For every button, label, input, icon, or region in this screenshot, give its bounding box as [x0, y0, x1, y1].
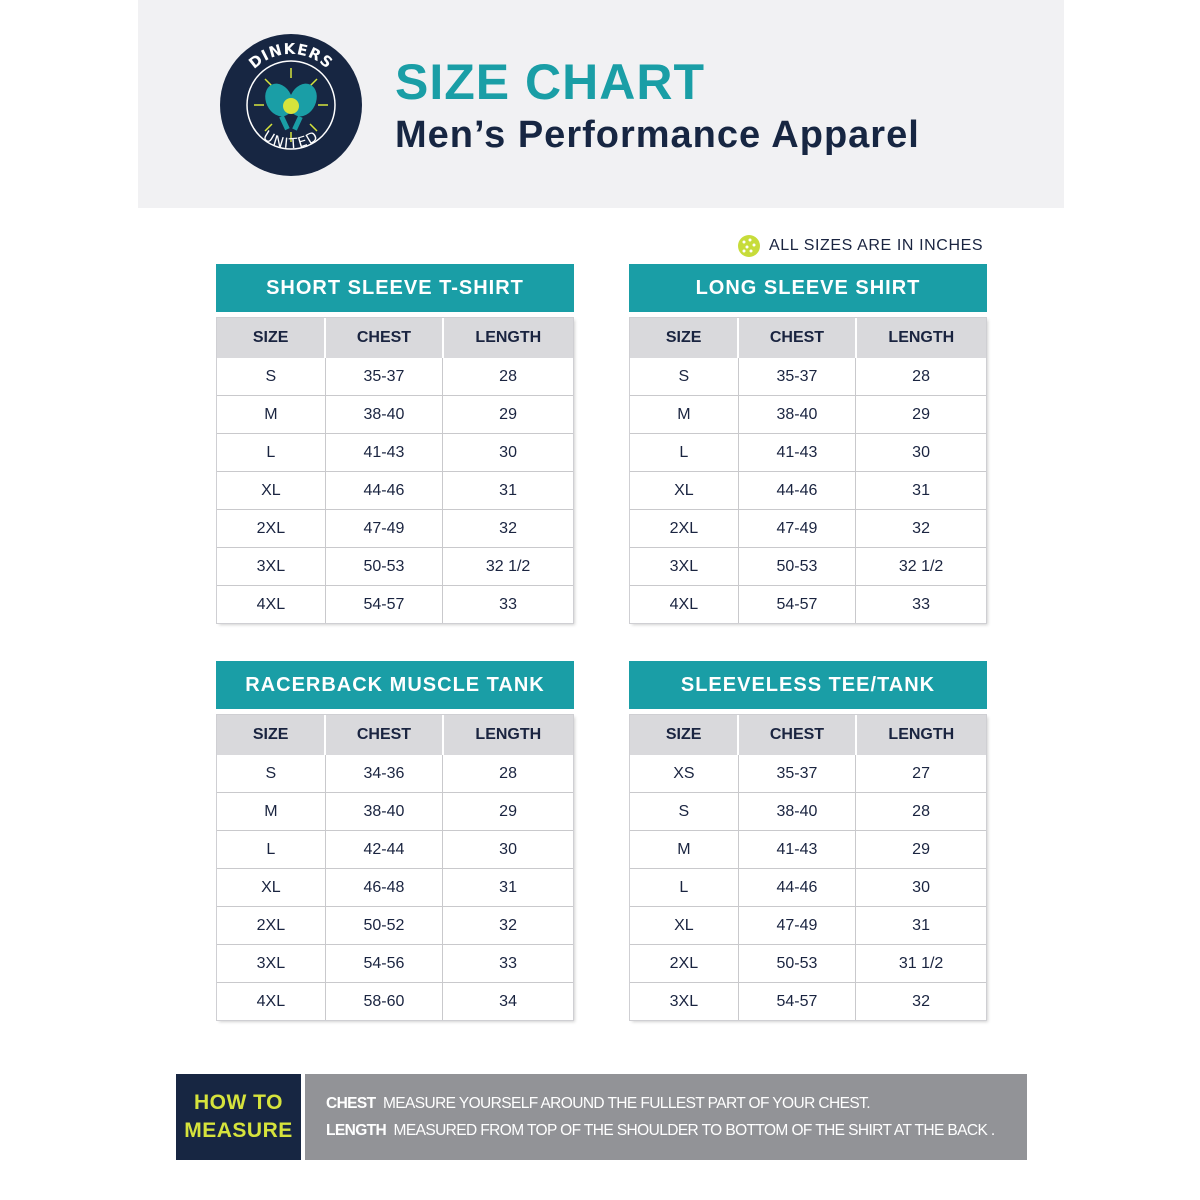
- chest-cell: 38-40: [325, 396, 442, 434]
- table-row: [630, 548, 986, 586]
- table-row: [217, 755, 573, 793]
- chest-cell: 38-40: [738, 793, 855, 831]
- length-cell: 31: [443, 472, 573, 510]
- heading-line: MEASURE: [184, 1119, 293, 1142]
- table-row: [217, 945, 573, 983]
- chest-instruction: [326, 1090, 1027, 1117]
- length-cell: 33: [856, 586, 986, 624]
- table-title: SHORT SLEEVE T-SHIRT: [216, 264, 574, 312]
- chest-cell: 50-52: [325, 907, 442, 945]
- table-row: [630, 396, 986, 434]
- size-cell: 3XL: [630, 548, 738, 586]
- size-table: [630, 715, 986, 1020]
- column-header-chest: CHEST: [325, 715, 442, 755]
- table-row: [217, 434, 573, 472]
- size-table: [630, 318, 986, 623]
- size-cell: XL: [217, 869, 325, 907]
- size-cell: S: [217, 755, 325, 793]
- chest-cell: 38-40: [325, 793, 442, 831]
- table-row: [630, 358, 986, 396]
- table-row: [217, 983, 573, 1021]
- length-label: LENGTH: [326, 1122, 387, 1139]
- size-cell: 4XL: [217, 983, 325, 1021]
- table-row: [630, 945, 986, 983]
- length-cell: 29: [856, 831, 986, 869]
- chest-text: MEASURE YOURSELF AROUND THE FULLEST PART OF YOUR CHEST.: [382, 1095, 870, 1112]
- chest-cell: 41-43: [738, 831, 855, 869]
- column-header-size: SIZE: [217, 318, 325, 358]
- size-cell: XL: [630, 907, 738, 945]
- size-cell: L: [217, 831, 325, 869]
- length-cell: 30: [443, 831, 573, 869]
- svg-text:UNITED: UNITED: [259, 128, 323, 153]
- column-header-length: LENGTH: [856, 318, 986, 358]
- how-to-measure-heading: [176, 1074, 301, 1160]
- chest-cell: 41-43: [325, 434, 442, 472]
- length-cell: 32 1/2: [443, 548, 573, 586]
- chest-cell: 54-56: [325, 945, 442, 983]
- size-cell: 2XL: [630, 510, 738, 548]
- size-cell: 2XL: [217, 907, 325, 945]
- length-cell: 28: [856, 793, 986, 831]
- size-cell: 4XL: [217, 586, 325, 624]
- chest-cell: 44-46: [738, 869, 855, 907]
- size-cell: 3XL: [630, 983, 738, 1021]
- length-cell: 32: [443, 907, 573, 945]
- units-note: [738, 234, 983, 258]
- table-row: [217, 548, 573, 586]
- chest-cell: 58-60: [325, 983, 442, 1021]
- length-cell: 28: [443, 755, 573, 793]
- length-cell: 29: [443, 396, 573, 434]
- table-row: [217, 396, 573, 434]
- length-cell: 31 1/2: [856, 945, 986, 983]
- chest-cell: 42-44: [325, 831, 442, 869]
- column-header-size: SIZE: [217, 715, 325, 755]
- size-cell: XL: [217, 472, 325, 510]
- page-subtitle: Men’s Performance Apparel: [395, 114, 920, 156]
- table-row: [217, 869, 573, 907]
- table-title: SLEEVELESS TEE/TANK: [629, 661, 987, 709]
- chest-cell: 54-57: [325, 586, 442, 624]
- column-header-chest: CHEST: [738, 715, 855, 755]
- table-row: [630, 755, 986, 793]
- size-cell: S: [630, 793, 738, 831]
- table-row: [630, 907, 986, 945]
- length-cell: 33: [443, 945, 573, 983]
- chest-cell: 35-37: [738, 358, 855, 396]
- length-cell: 32 1/2: [856, 548, 986, 586]
- how-to-measure-band: [176, 1074, 1027, 1160]
- size-table-long-sleeve: [629, 264, 987, 623]
- length-cell: 30: [856, 434, 986, 472]
- size-cell: M: [630, 396, 738, 434]
- chest-cell: 41-43: [738, 434, 855, 472]
- heading-line: HOW TO: [194, 1091, 283, 1114]
- column-header-length: LENGTH: [443, 318, 573, 358]
- length-cell: 31: [856, 472, 986, 510]
- size-cell: M: [217, 396, 325, 434]
- size-cell: L: [630, 434, 738, 472]
- table-row: [217, 586, 573, 624]
- length-cell: 29: [443, 793, 573, 831]
- size-cell: S: [630, 358, 738, 396]
- chest-cell: 50-53: [738, 945, 855, 983]
- pickleball-icon: [738, 235, 760, 257]
- chest-cell: 47-49: [325, 510, 442, 548]
- length-cell: 32: [856, 510, 986, 548]
- table-row: [217, 907, 573, 945]
- table-row: [217, 472, 573, 510]
- svg-text:DINKERS: DINKERS: [245, 39, 337, 73]
- chest-cell: 50-53: [325, 548, 442, 586]
- table-row: [217, 831, 573, 869]
- size-cell: 2XL: [630, 945, 738, 983]
- column-header-length: LENGTH: [856, 715, 986, 755]
- length-cell: 27: [856, 755, 986, 793]
- length-cell: 28: [443, 358, 573, 396]
- length-cell: 31: [856, 907, 986, 945]
- brand-logo: [218, 32, 364, 178]
- table-row: [630, 793, 986, 831]
- size-cell: L: [217, 434, 325, 472]
- length-cell: 29: [856, 396, 986, 434]
- column-header-length: LENGTH: [443, 715, 573, 755]
- column-header-size: SIZE: [630, 318, 738, 358]
- size-cell: 3XL: [217, 548, 325, 586]
- size-cell: XL: [630, 472, 738, 510]
- column-header-chest: CHEST: [325, 318, 442, 358]
- chest-cell: 35-37: [325, 358, 442, 396]
- table-row: [630, 869, 986, 907]
- header-band: [138, 0, 1064, 208]
- chest-cell: 54-57: [738, 586, 855, 624]
- chest-cell: 47-49: [738, 907, 855, 945]
- table-row: [217, 793, 573, 831]
- size-table-racerback-tank: [216, 661, 574, 1020]
- length-cell: 34: [443, 983, 573, 1021]
- chest-cell: 34-36: [325, 755, 442, 793]
- size-cell: XS: [630, 755, 738, 793]
- table-row: [630, 983, 986, 1021]
- size-cell: S: [217, 358, 325, 396]
- length-cell: 28: [856, 358, 986, 396]
- length-cell: 32: [443, 510, 573, 548]
- length-cell: 30: [856, 869, 986, 907]
- size-cell: 3XL: [217, 945, 325, 983]
- table-row: [630, 586, 986, 624]
- size-table-short-sleeve: [216, 264, 574, 623]
- column-header-size: SIZE: [630, 715, 738, 755]
- chest-cell: 54-57: [738, 983, 855, 1021]
- table-title: LONG SLEEVE SHIRT: [629, 264, 987, 312]
- table-row: [630, 831, 986, 869]
- column-header-chest: CHEST: [738, 318, 855, 358]
- length-cell: 31: [443, 869, 573, 907]
- length-instruction: [326, 1117, 1027, 1144]
- chest-cell: 44-46: [325, 472, 442, 510]
- size-cell: 4XL: [630, 586, 738, 624]
- chest-cell: 47-49: [738, 510, 855, 548]
- size-table: [217, 715, 573, 1020]
- chest-label: CHEST: [326, 1095, 376, 1112]
- table-title: RACERBACK MUSCLE TANK: [216, 661, 574, 709]
- chest-cell: 35-37: [738, 755, 855, 793]
- length-cell: 33: [443, 586, 573, 624]
- table-row: [217, 510, 573, 548]
- table-row: [217, 358, 573, 396]
- page-title: SIZE CHART: [395, 54, 705, 110]
- size-table-sleeveless-tee: [629, 661, 987, 1020]
- chest-cell: 38-40: [738, 396, 855, 434]
- table-row: [630, 434, 986, 472]
- measure-instructions: [305, 1074, 1027, 1160]
- size-table: [217, 318, 573, 623]
- table-row: [630, 510, 986, 548]
- size-cell: M: [630, 831, 738, 869]
- units-note-text: ALL SIZES ARE IN INCHES: [769, 237, 984, 254]
- chest-cell: 46-48: [325, 869, 442, 907]
- chest-cell: 50-53: [738, 548, 855, 586]
- length-cell: 32: [856, 983, 986, 1021]
- length-text: MEASURED FROM TOP OF THE SHOULDER TO BOTTOM OF THE SHIRT AT THE BACK .: [393, 1122, 995, 1139]
- length-cell: 30: [443, 434, 573, 472]
- size-cell: 2XL: [217, 510, 325, 548]
- size-cell: L: [630, 869, 738, 907]
- size-cell: M: [217, 793, 325, 831]
- table-row: [630, 472, 986, 510]
- chest-cell: 44-46: [738, 472, 855, 510]
